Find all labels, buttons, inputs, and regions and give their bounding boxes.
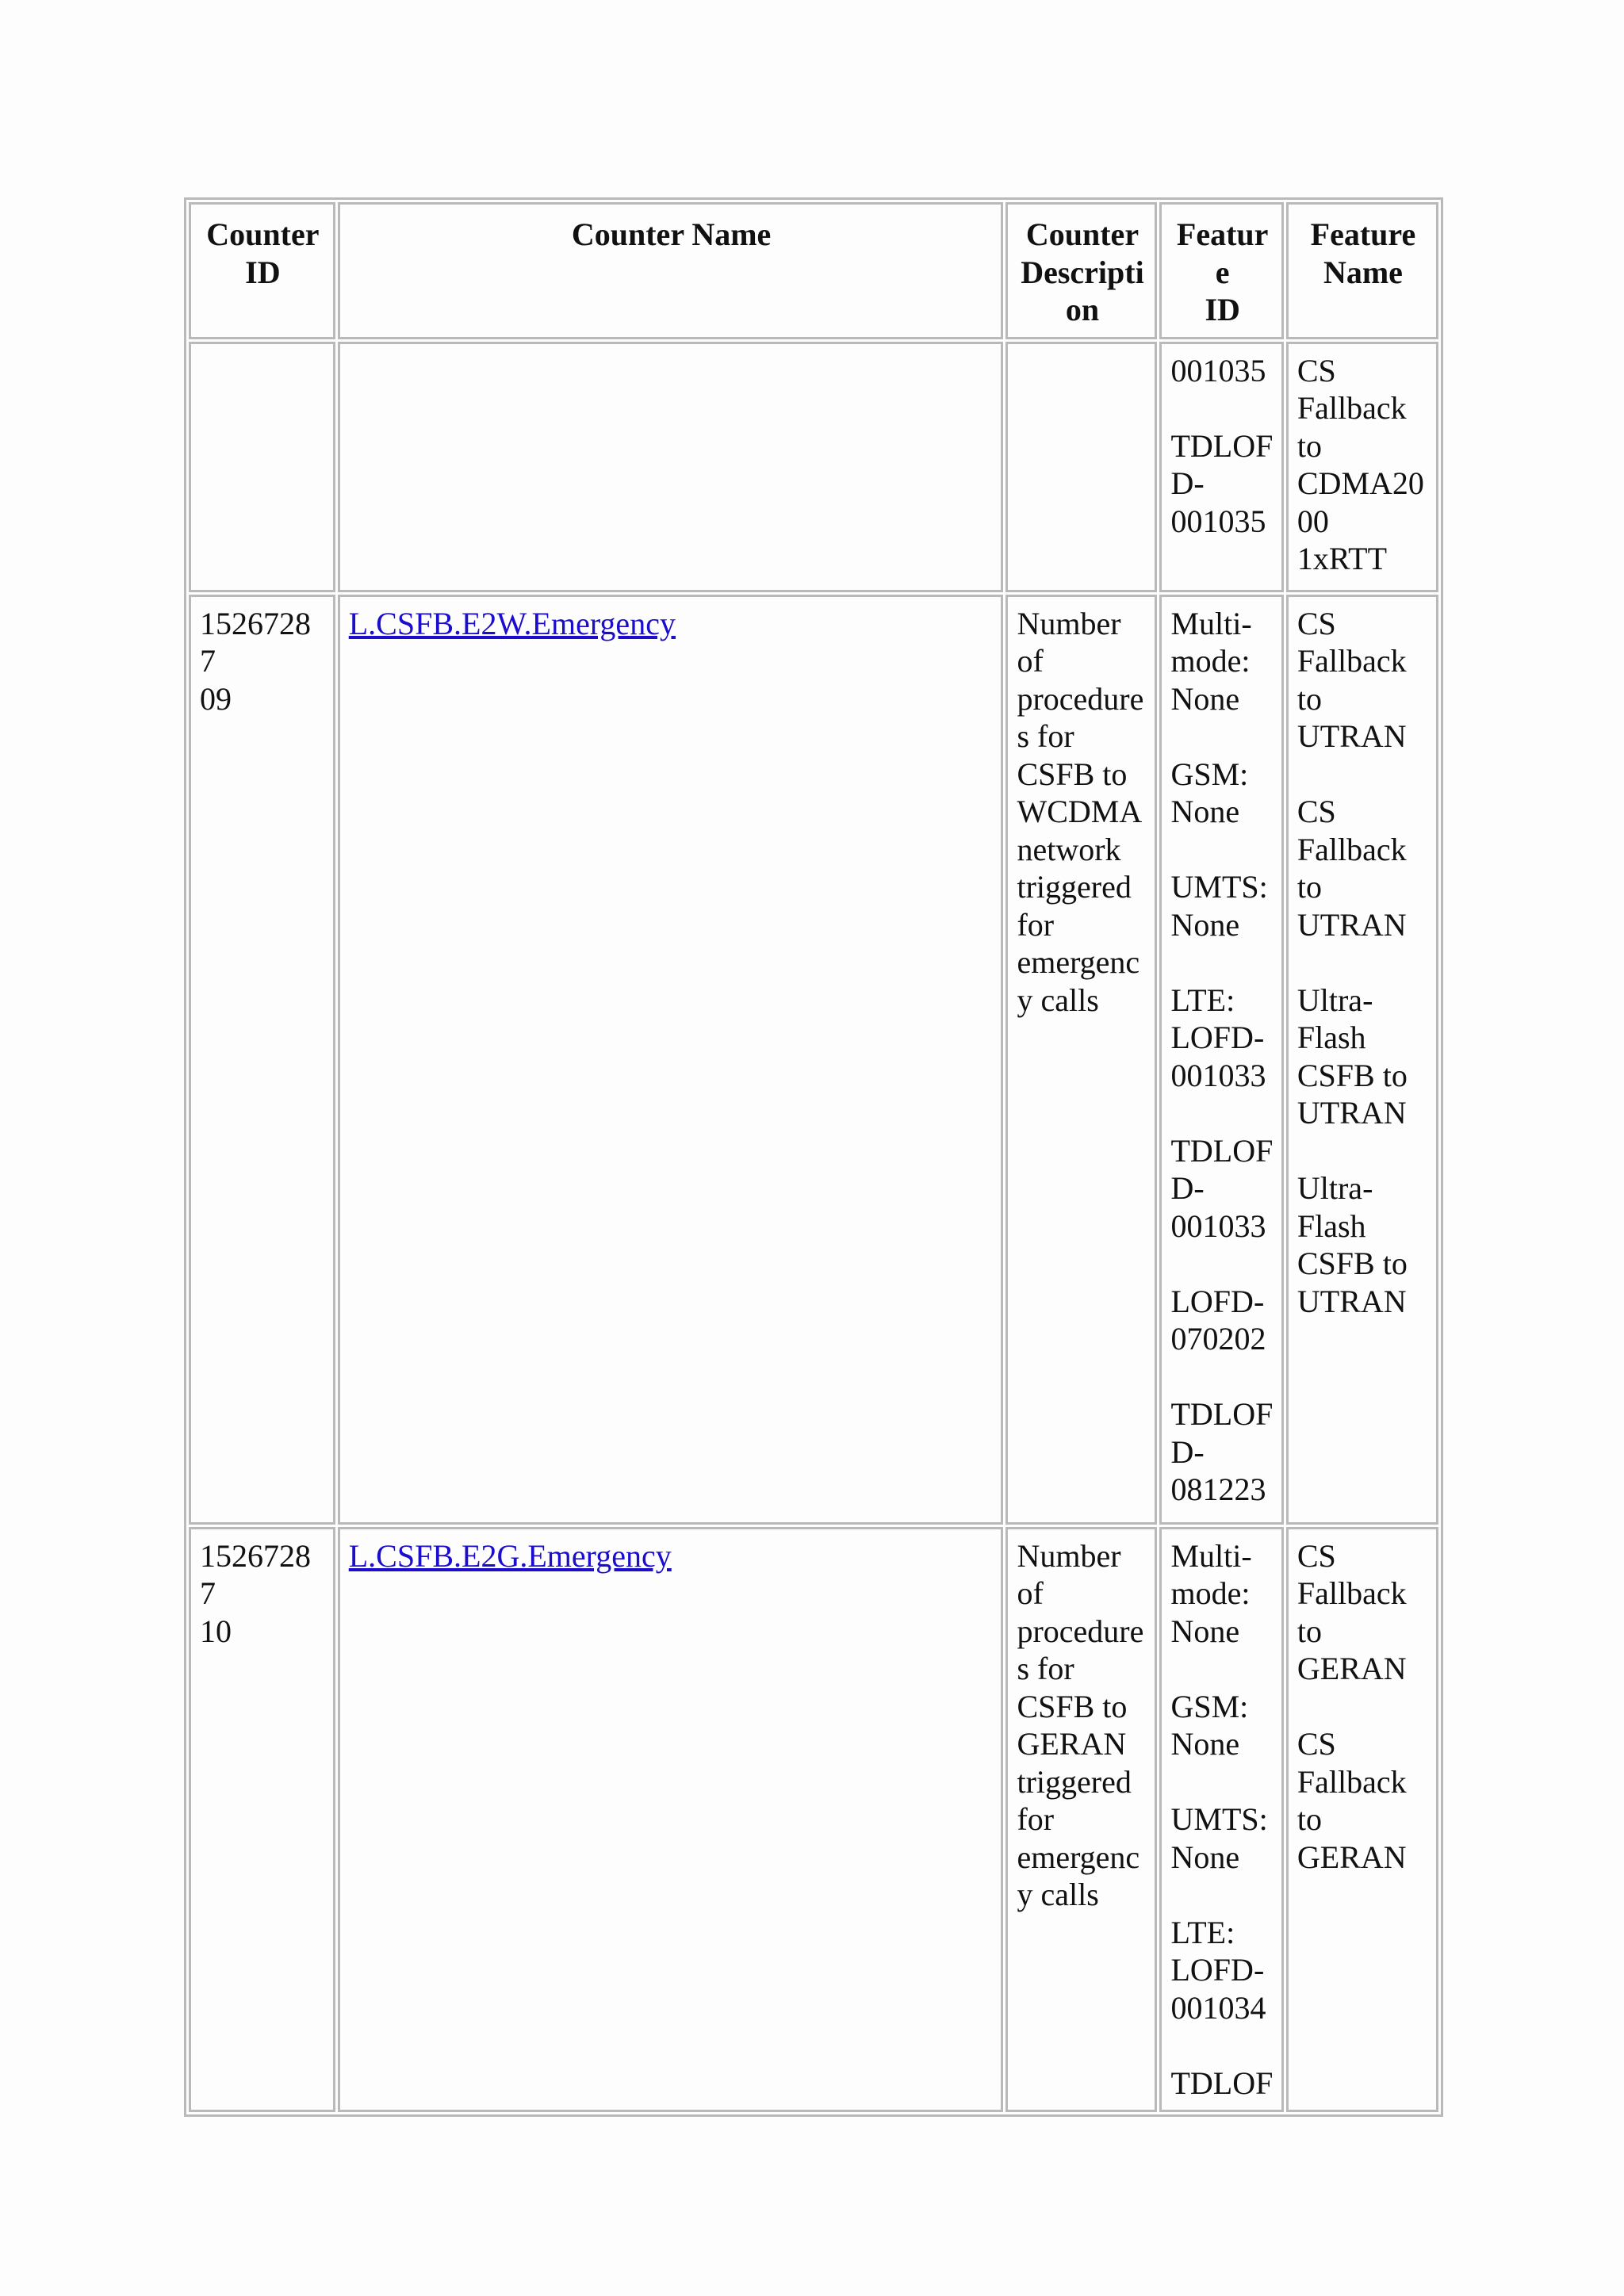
cell-feature-name	[1286, 342, 1438, 592]
table-row	[189, 342, 1438, 592]
feature-name-entry: CS Fallback to GERAN	[1297, 1537, 1407, 1686]
cell-counter-name	[338, 342, 1004, 592]
cell-feature-name	[1286, 1527, 1438, 2113]
counter-name-link[interactable]: L.CSFB.E2G.Emergency	[348, 1537, 672, 1574]
header-feature-name: Feature Name	[1286, 202, 1438, 339]
cell-feature-id	[1159, 342, 1283, 592]
cell-counter-description: Number of procedure s for CSFB to WCDMA network triggered for emergenc y calls	[1005, 595, 1157, 1525]
feature-id-entry: UMTS: None	[1170, 869, 1268, 943]
cell-feature-name	[1286, 595, 1438, 1525]
cell-counter-id: 15267287 10	[189, 1527, 335, 2113]
feature-id-entry: LOFD- 070202	[1170, 1283, 1266, 1357]
feature-id-entry: TDLOF	[1170, 2064, 1274, 2101]
feature-id-entry: GSM: None	[1170, 1688, 1249, 1762]
table-row	[189, 1527, 1438, 2113]
feature-name-entry: CS Fallback to UTRAN	[1297, 794, 1407, 943]
feature-id-entry: UMTS: None	[1170, 1801, 1268, 1875]
counter-name-link[interactable]: L.CSFB.E2W.Emergency	[348, 605, 676, 641]
feature-id-entry: Multi- mode: None	[1170, 605, 1252, 717]
feature-id-entry: Multi- mode: None	[1170, 1537, 1252, 1649]
feature-id-entry: LTE: LOFD- 001034	[1170, 1914, 1266, 2026]
cell-counter-name	[338, 1527, 1004, 2113]
cell-counter-id: 15267287 09	[189, 595, 335, 1525]
feature-name-entry: CS Fallback to GERAN	[1297, 1726, 1407, 1875]
table-row	[189, 595, 1438, 1525]
cell-counter-description	[1005, 342, 1157, 592]
header-feature-id: Feature ID	[1159, 202, 1283, 339]
cell-feature-id	[1159, 1527, 1283, 2113]
feature-name-entry: CS Fallback to CDMA20 00 1xRTT	[1297, 352, 1424, 576]
header-row	[189, 202, 1438, 339]
header-counter-id: Counter ID	[189, 202, 335, 339]
feature-id-entry: TDLOF D- 001035	[1170, 427, 1274, 539]
feature-id-entry: TDLOF D- 001033	[1170, 1132, 1274, 1244]
header-counter-description: Counter Descripti on	[1005, 202, 1157, 339]
feature-name-entry: CS Fallback to UTRAN	[1297, 605, 1407, 754]
cell-feature-id	[1159, 595, 1283, 1525]
feature-id-entry: 001035	[1170, 352, 1266, 388]
feature-id-entry: GSM: None	[1170, 756, 1249, 829]
cell-counter-name	[338, 595, 1004, 1525]
counter-table	[184, 197, 1443, 2117]
feature-id-entry: TDLOF D- 081223	[1170, 1396, 1274, 1507]
feature-name-entry: Ultra- Flash CSFB to UTRAN	[1297, 982, 1408, 1131]
header-counter-name: Counter Name	[338, 202, 1004, 339]
feature-name-entry: Ultra- Flash CSFB to UTRAN	[1297, 1170, 1408, 1319]
cell-counter-description: Number of procedure s for CSFB to GERAN triggered for emergenc y calls	[1005, 1527, 1157, 2113]
feature-id-entry: LTE: LOFD- 001033	[1170, 982, 1266, 1093]
cell-counter-id	[189, 342, 335, 592]
